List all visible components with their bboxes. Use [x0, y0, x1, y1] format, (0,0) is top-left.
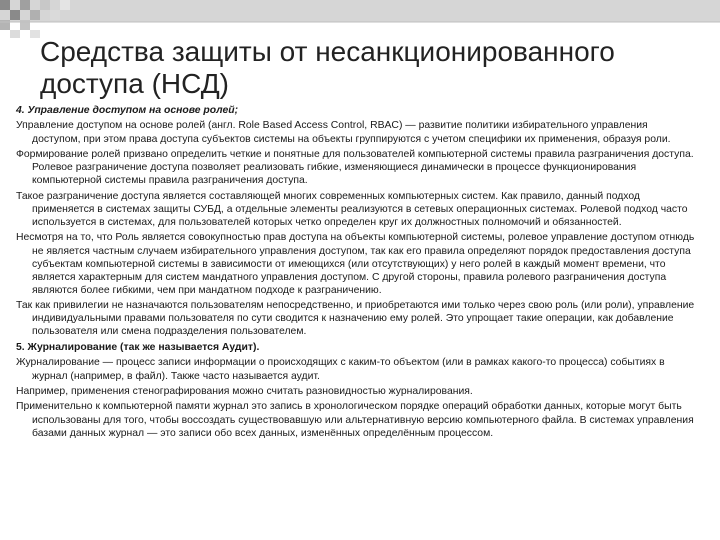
paragraph: Применительно к компьютерной памяти журнал это запись в хронологическом порядке операций обработки данных, которые могут быть использованы для того, чтобы воссоздать существовавшую или альтернативную версию компьютерного файла. В системах управления базами данных журнал — это записи обо всех данных, изменённых определённым процессом.: [16, 401, 694, 439]
paragraph: Управление доступом на основе ролей (англ. Role Based Access Control, RBAC) — развитие политики избирательного управления доступом, при этом права доступа субъектов системы на объекты группируются с учетом специфики их применения, образуя роли.: [16, 120, 671, 145]
paragraph: Журналирование — процесс записи информации о происходящих с каким-то объектом (или в рамках какого-то процесса) событиях в журнал (например, в файл). Также часто называется аудит.: [16, 357, 665, 382]
deco-square: [10, 10, 20, 20]
section-4-heading: 4. Управление доступом на основе ролей;: [16, 105, 239, 116]
paragraph: Например, применения стенографирования можно считать разновидностью журналирования.: [16, 386, 473, 397]
paragraph: Формирование ролей призвано определить четкие и понятные для пользователей компьютерной системы правила разграничения доступа. Ролевое разграничение доступа позволяет реализовать гибкие, изменяющиеся динамически в процессе функционирования компьютерной системы правила разграничения доступа.: [16, 149, 694, 187]
deco-square: [10, 30, 20, 38]
paragraph: Несмотря на то, что Роль является совокупностью прав доступа на объекты компьютерной системы, ролевое управление доступом отнюдь не является частным случаем избирательного управления доступом, так как его правила определяют порядок предоставления доступа субъектам компьютерной системы в зависимости от имеющихся (или отсутствующих) у него ролей в каждый момент времени, что является характерным для систем мандатного управления доступом. С другой стороны, правила ролевого разграничения доступа являются более гибкими, чем при мандатном подходе к разграничению.: [16, 232, 695, 296]
decorative-header-pattern: [0, 0, 720, 40]
slide-body: [16, 104, 698, 442]
deco-square: [50, 10, 60, 20]
deco-square: [30, 30, 40, 38]
paragraph: Так как привилегии не назначаются пользователям непосредственно, и приобретаются ими только через свою роль (или роли), управление индивидуальными правами пользователя по сути сводится к назначению ему ролей. Это упрощает такие операции, как добавление пользователя или смена подразделения пользователем.: [16, 300, 695, 338]
paragraph: Такое разграничение доступа является составляющей многих современных компьютерных систем. Как правило, данный подход применяется в системах защиты СУБД, а отдельные элементы реализуются в сетевых операционных системах. Ролевой подход часто используется в системах, для пользователей которых четко определен круг их должностных полномочий и обязанностей.: [16, 190, 688, 228]
deco-square: [40, 0, 50, 10]
deco-square: [0, 0, 10, 10]
deco-square: [30, 10, 40, 20]
slide-title: Средства защиты от несанкционированного доступа (НСД): [40, 36, 615, 99]
header-band: [0, 0, 720, 22]
deco-square: [20, 0, 30, 10]
section-5-heading: 5. Журналирование (так же называется Аудит).: [16, 341, 260, 353]
deco-square: [60, 0, 70, 10]
